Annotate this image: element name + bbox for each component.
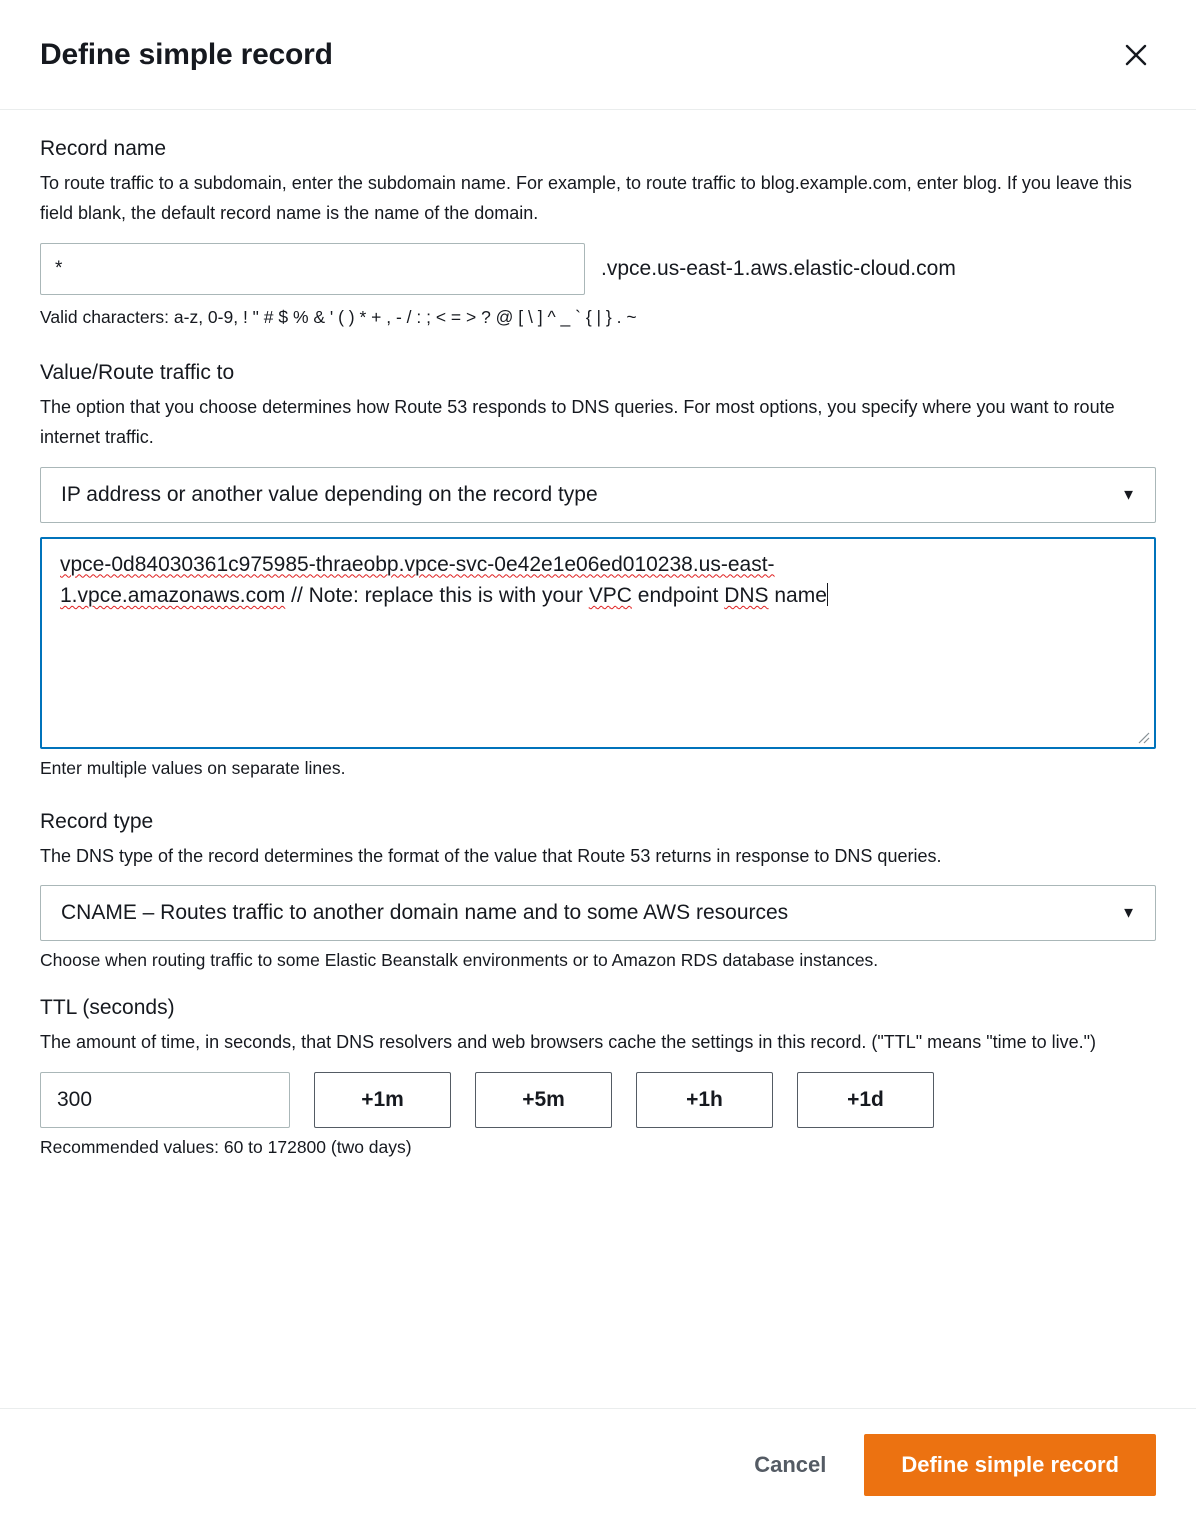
chevron-down-icon: ▼ xyxy=(1121,486,1136,504)
value-route-select[interactable] xyxy=(40,467,1156,523)
dialog-header xyxy=(0,0,1196,110)
record-type-helper: Choose when routing traffic to some Elastic Beanstalk environments or to Amazon RDS database instances. xyxy=(40,950,879,971)
value-route-select-wrap xyxy=(40,467,1156,523)
dialog-footer xyxy=(0,1408,1196,1520)
ttl-plus-5m-button[interactable]: +5m xyxy=(475,1072,612,1128)
record-type-label: Record type xyxy=(40,809,154,833)
ttl-plus-1m-button[interactable]: +1m xyxy=(314,1072,451,1128)
ttl-row xyxy=(40,1072,1156,1128)
chevron-down-icon: ▼ xyxy=(1121,904,1136,922)
record-type-description: The DNS type of the record determines the format of the value that Route 53 returns in response to DNS queries. xyxy=(40,845,942,866)
value-route-helper: Enter multiple values on separate lines. xyxy=(40,757,346,778)
record-name-row xyxy=(40,243,1156,295)
record-name-valid-characters: Valid characters: a-z, 0-9, ! " # $ % & ' ( ) * + , - / : ; < = > ? @ [ \ ] ^ _ ` { | } . ~ xyxy=(40,306,637,327)
ttl-input[interactable] xyxy=(40,1072,290,1128)
value-route-text-line1: vpce-0d84030361c975985-thraeobp.vpce-svc-0e42e1e06ed010238.us-east- xyxy=(60,552,775,576)
value-route-text-line2-b: // Note: replace this is with your xyxy=(285,583,589,607)
value-route-text-line2-dns: DNS xyxy=(724,583,769,607)
record-type-select[interactable] xyxy=(40,885,1156,941)
record-name-input[interactable] xyxy=(40,243,585,295)
record-name-label: Record name xyxy=(40,137,167,160)
value-route-textarea[interactable] xyxy=(40,537,1156,749)
record-type-selected-option: CNAME – Routes traffic to another domain name and to some AWS resources xyxy=(61,901,789,925)
record-name-domain-suffix: .vpce.us-east-1.aws.elastic-cloud.com xyxy=(601,256,956,280)
value-route-label: Value/Route traffic to xyxy=(40,360,235,384)
ttl-plus-1h-button[interactable]: +1h xyxy=(636,1072,773,1128)
value-route-text-line2-d: name xyxy=(768,583,827,607)
record-type-section xyxy=(40,809,1156,971)
value-route-description: The option that you choose determines how Route 53 responds to DNS queries. For most options, you specify where you want to route internet traffic. xyxy=(40,397,1115,448)
dialog-body xyxy=(0,110,1196,1408)
cancel-button[interactable]: Cancel xyxy=(748,1442,832,1488)
value-route-text-line2-vpc: VPC xyxy=(588,583,632,607)
ttl-description: The amount of time, in seconds, that DNS resolvers and web browsers cache the settings in this record. ("TTL" means "time to live.") xyxy=(40,1032,1096,1053)
resize-grip-icon xyxy=(1136,730,1150,744)
ttl-label: TTL (seconds) xyxy=(40,996,175,1020)
ttl-helper: Recommended values: 60 to 172800 (two days) xyxy=(40,1136,412,1157)
record-name-description: To route traffic to a subdomain, enter the subdomain name. For example, to route traffic to blog.example.com, enter blog. If you leave this field blank, the default record name is the name of the domain. xyxy=(40,173,1132,224)
record-type-select-wrap xyxy=(40,885,1156,941)
value-route-text-line2-a: 1.vpce.amazonaws.com xyxy=(60,583,286,607)
value-route-text-line2-c: endpoint xyxy=(631,583,725,607)
ttl-plus-1d-button[interactable]: +1d xyxy=(797,1072,934,1128)
close-icon-glyph xyxy=(1121,40,1151,70)
page-title: Define simple record xyxy=(40,37,333,71)
close-icon[interactable] xyxy=(1116,35,1156,75)
value-route-section xyxy=(40,360,1156,779)
define-simple-record-button[interactable]: Define simple record xyxy=(864,1434,1156,1496)
value-route-selected-option: IP address or another value depending on the record type xyxy=(61,482,598,506)
text-caret xyxy=(827,583,828,606)
ttl-section xyxy=(40,995,1156,1157)
record-name-section xyxy=(40,136,1156,330)
